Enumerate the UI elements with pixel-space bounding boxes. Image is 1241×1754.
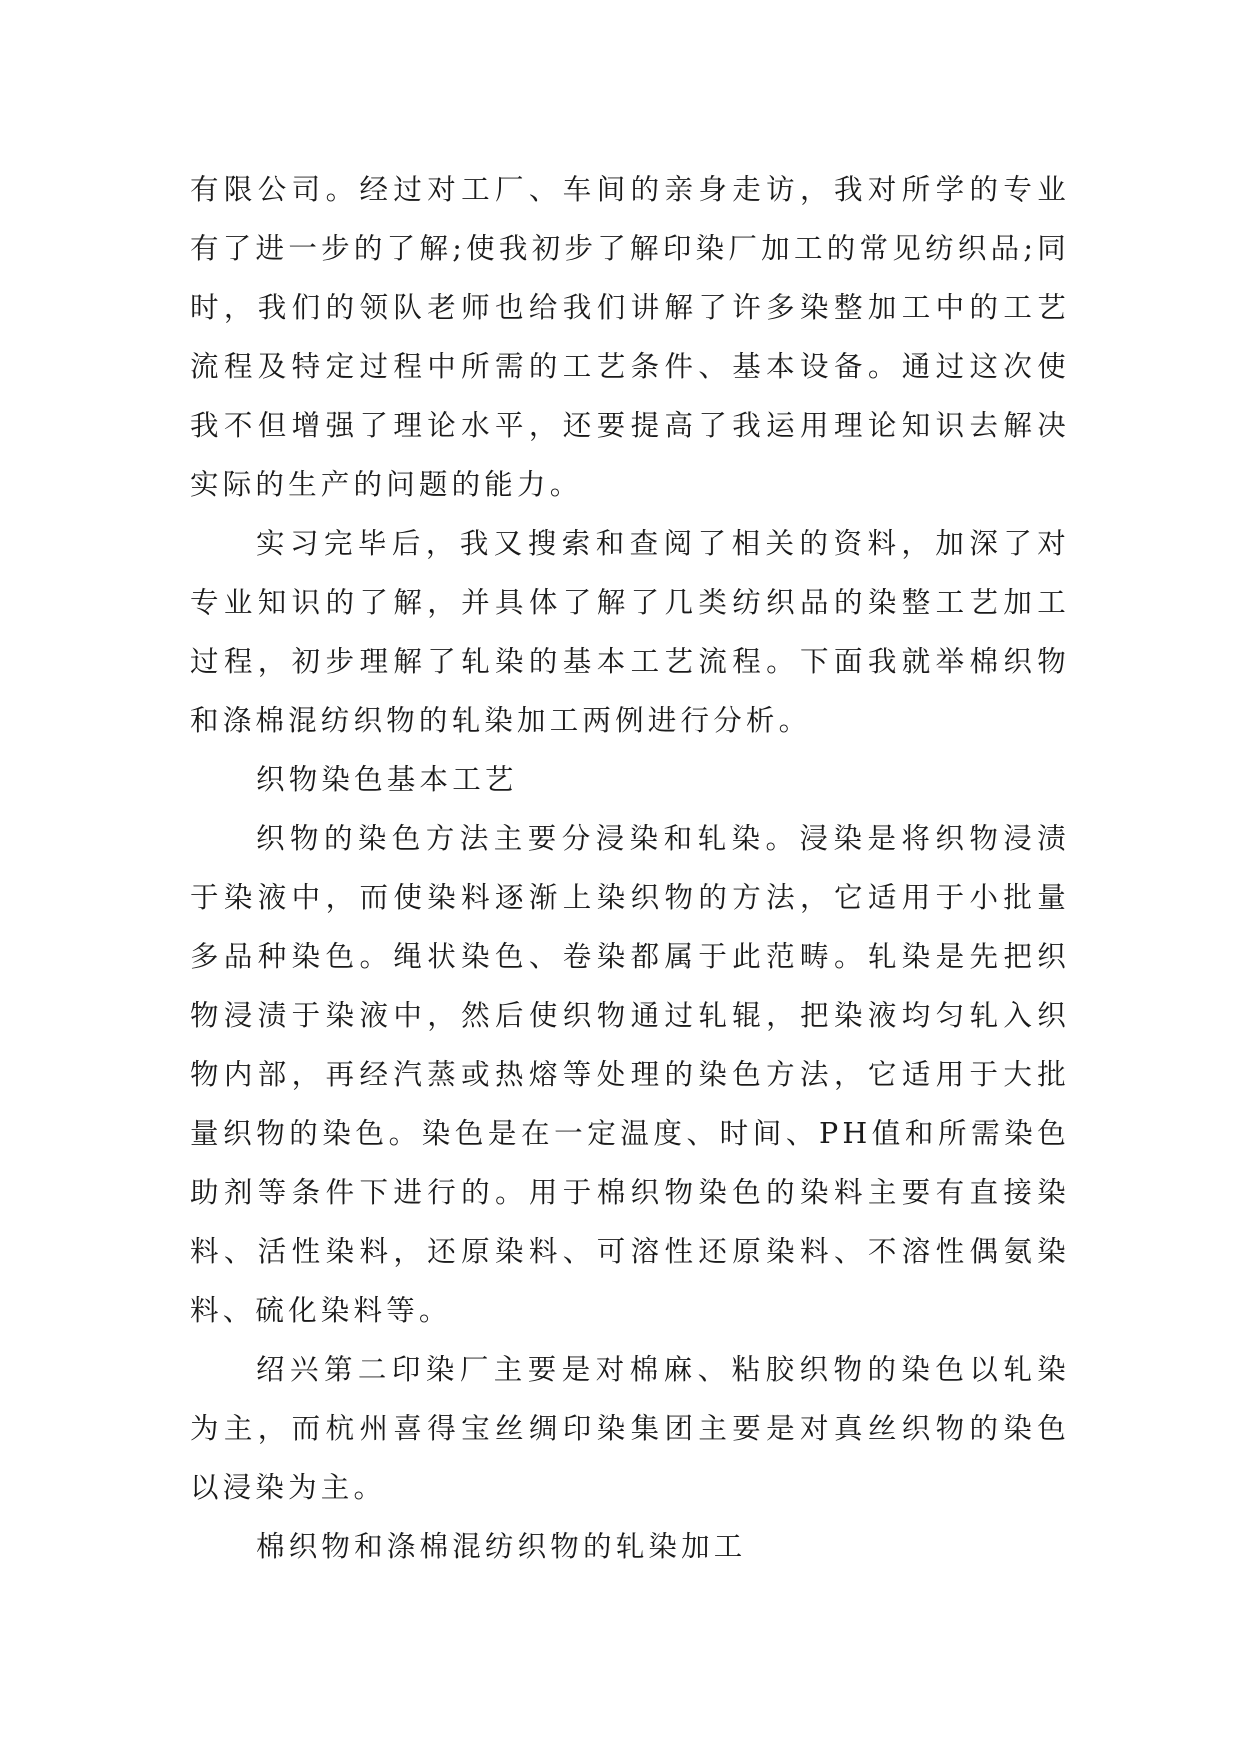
section-heading-pad-dyeing: 棉织物和涤棉混纺织物的轧染加工 <box>256 1530 747 1563</box>
paragraph-continuation: 有限公司。经过对工厂、车间的亲身走访，我对所学的专业有了进一步的了解;使我初步了解印染厂加工的常见纺织品;同时，我们的领队老师也给我们讲解了许多染整加工中的工艺流程及特定过程中所需的工艺条件、基本设备。通过这次使我不但增强了理论水平，还要提高了我运用理论知识去解决实际的生产的问题的能力。 <box>190 173 1070 501</box>
paragraph-dyeing-methods: 织物的染色方法主要分浸染和轧染。浸染是将织物浸渍于染液中，而使染料逐渐上染织物的方法，它适用于小批量多品种染色。绳状染色、卷染都属于此范畴。轧染是先把织物浸渍于染液中，然后使织物通过轧辊，把染液均匀轧入织物内部，再经汽蒸或热熔等处理的染色方法，它适用于大批量织物的染色。染色是在一定温度、时间、PH值和所需染色助剂等条件下进行的。用于棉织物染色的染料主要有直接染料、活性染料，还原染料、可溶性还原染料、不溶性偶氨染料、硫化染料等。 <box>190 822 1070 1327</box>
section-heading-dyeing-process: 织物染色基本工艺 <box>256 763 518 796</box>
paragraph-internship-review: 实习完毕后，我又搜索和查阅了相关的资料，加深了对专业知识的了解，并具体了解了几类纺织品的染整工艺加工过程，初步理解了轧染的基本工艺流程。下面我就举棉织物和涤棉混纺织物的轧染加工两例进行分析。 <box>190 527 1070 737</box>
paragraph-factories: 绍兴第二印染厂主要是对棉麻、粘胶织物的染色以轧染为主，而杭州喜得宝丝绸印染集团主要是对真丝织物的染色以浸染为主。 <box>190 1353 1070 1504</box>
document-body <box>190 160 1070 1576</box>
